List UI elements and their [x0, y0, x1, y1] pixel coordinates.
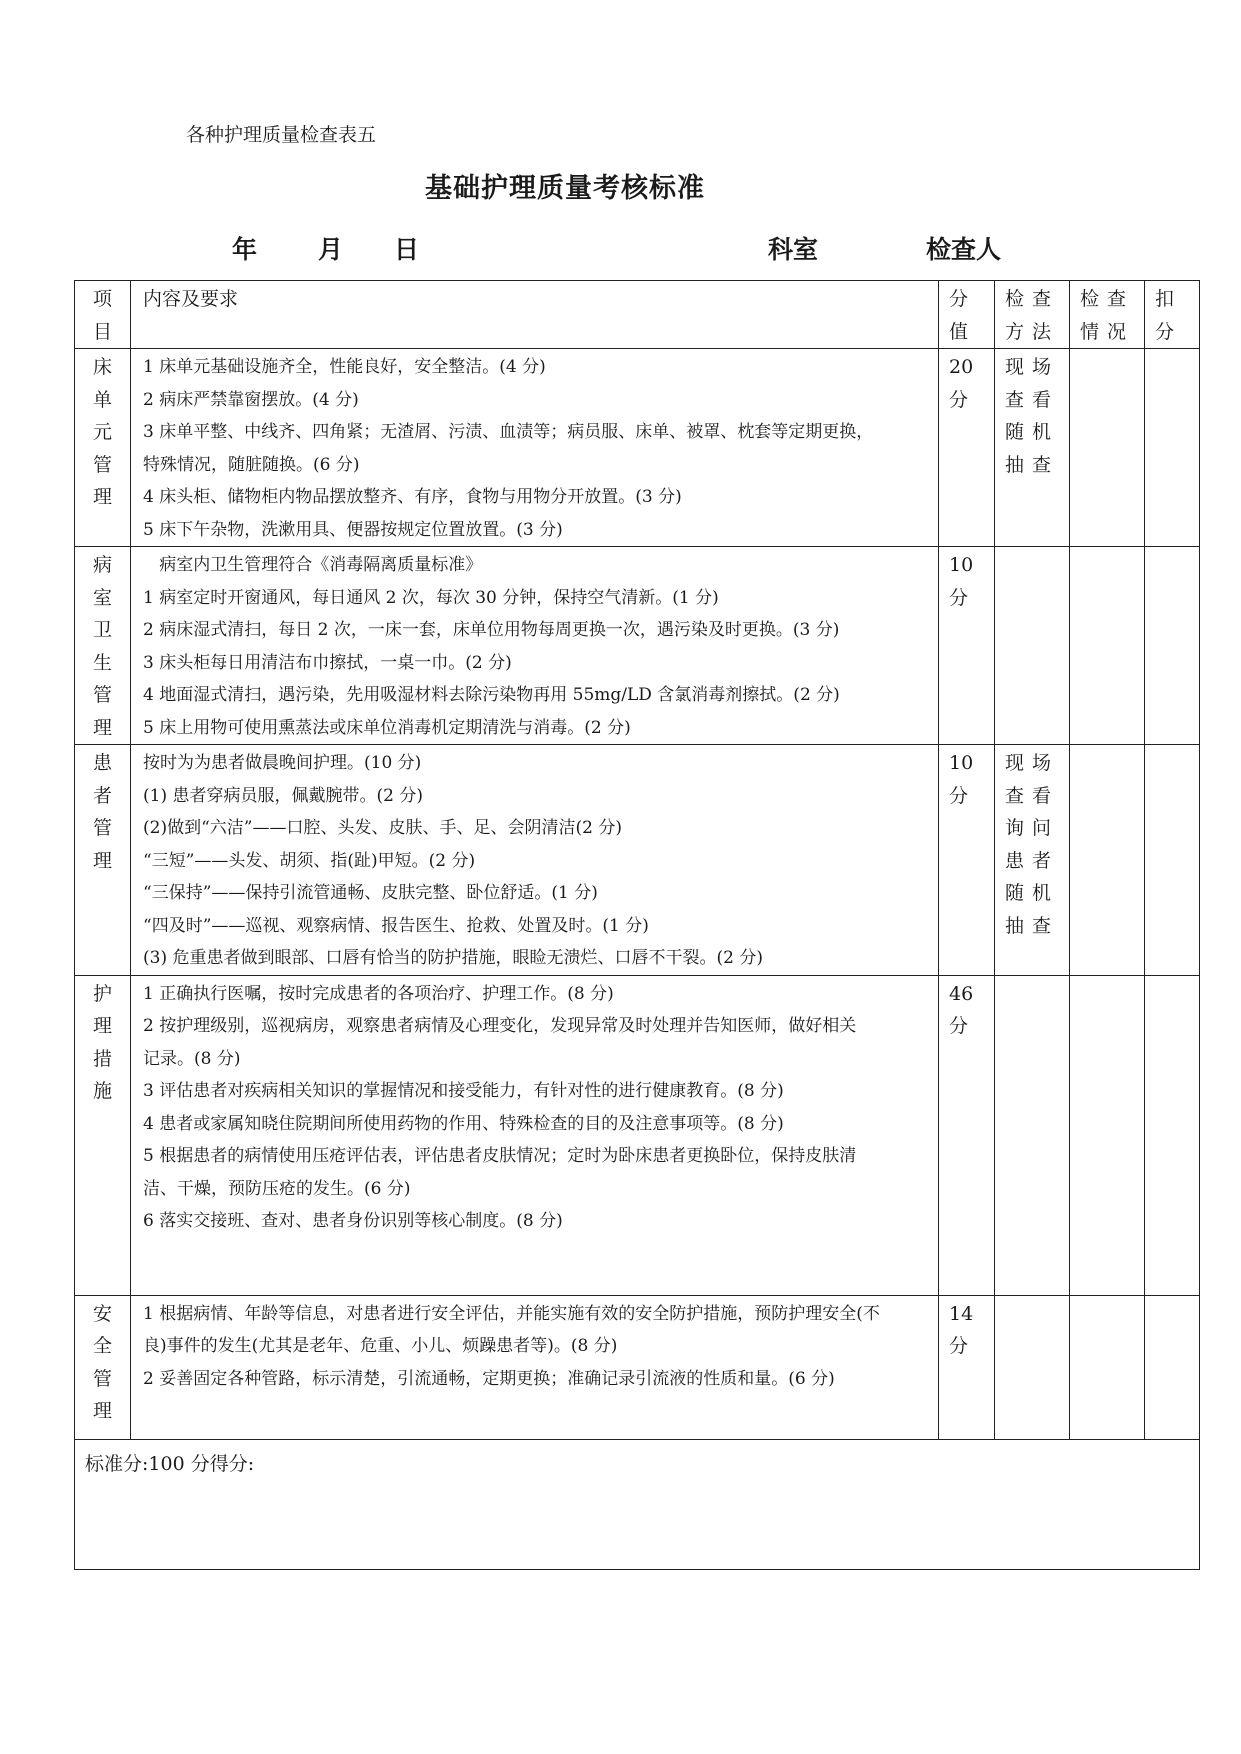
table-footer-row [75, 1439, 1200, 1569]
header-status: 检查 情况 [1070, 281, 1145, 349]
section-item: 患 者 管 理 [75, 745, 131, 976]
date-month-label: 月 [318, 235, 344, 264]
header-score: 分 值 [939, 281, 995, 349]
section-method [995, 975, 1070, 1295]
department-label: 科室 [768, 235, 819, 264]
section-status-cell[interactable] [1070, 1295, 1145, 1439]
section-status-cell[interactable] [1070, 975, 1145, 1295]
section-status-cell[interactable] [1070, 547, 1145, 745]
section-method [995, 547, 1070, 745]
date-day-label: 日 [394, 235, 420, 264]
section-score: 14 分 [939, 1295, 995, 1439]
header-content: 内容及要求 [131, 281, 939, 349]
table-row [75, 1295, 1200, 1439]
table-row [75, 349, 1200, 547]
section-method [995, 1295, 1070, 1439]
assessment-table [74, 280, 1200, 1570]
section-score: 20 分 [939, 349, 995, 547]
section-score: 46 分 [939, 975, 995, 1295]
section-item: 护 理 措 施 [75, 975, 131, 1295]
section-score: 10 分 [939, 745, 995, 976]
total-score-cell[interactable] [75, 1439, 1200, 1569]
section-method: 现场 查看 询问 患者 随机 抽查 [995, 745, 1070, 976]
section-item: 病 室 卫 生 管 理 [75, 547, 131, 745]
total-score-label: 标准分:100 分得分: [85, 1452, 255, 1475]
date-year-label: 年 [232, 235, 258, 264]
section-deduct-cell[interactable] [1145, 1295, 1200, 1439]
header-deduct: 扣 分 [1145, 281, 1200, 349]
section-content: 1 正确执行医嘱，按时完成患者的各项治疗、护理工作。(8 分) 2 按护理级别，巡视病房，观察患者病情及心理变化，发现异常及时处理并告知医师，做好相关 记录。(8 分) 3 评估患者对疾病相关知识的掌握情况和接受能力，有针对性的进行健康教育。(8 分) 4 患者或家属知晓住院期间所使用药物的作用、特殊检查的目的及注意事项等。(8 分) 5 根据患者的病情使用压疮评估表，评估患者皮肤情况；定时为卧床患者更换卧位，保持皮肤清 洁、干燥，预防压疮的发生。(6 分) 6 落实交接班、查对、患者身份识别等核心制度。(8 分) [131, 975, 939, 1295]
section-item: 安 全 管 理 [75, 1295, 131, 1439]
table-header-row [75, 281, 1200, 349]
section-status-cell[interactable] [1070, 745, 1145, 976]
section-deduct-cell[interactable] [1145, 745, 1200, 976]
section-deduct-cell[interactable] [1145, 349, 1200, 547]
table-row [75, 547, 1200, 745]
form-subtitle: 各种护理质量检查表五 [186, 124, 377, 146]
inspector-label: 检查人 [926, 235, 1002, 264]
header-method: 检查 方法 [995, 281, 1070, 349]
section-status-cell[interactable] [1070, 349, 1145, 547]
section-deduct-cell[interactable] [1145, 547, 1200, 745]
table-row [75, 745, 1200, 976]
section-score: 10 分 [939, 547, 995, 745]
section-content: 病室内卫生管理符合《消毒隔离质量标准》 1 病室定时开窗通风，每日通风 2 次，每次 30 分钟，保持空气清新。(1 分) 2 病床湿式清扫，每日 2 次，一床一套，床单位用物每周更换一次，遇污染及时更换。(3 分) 3 床头柜每日用清洁布巾擦拭，一桌一巾。(2 分) 4 地面湿式清扫，遇污染，先用吸湿材料去除污染物再用 55mg/LD 含氯消毒剂擦拭。(2 分) 5 床上用物可使用熏蒸法或床单位消毒机定期清洗与消毒。(2 分) [131, 547, 939, 745]
section-content: 1 根据病情、年龄等信息，对患者进行安全评估，并能实施有效的安全防护措施，预防护理安全(不 良)事件的发生(尤其是老年、危重、小儿、烦躁患者等)。(8 分) 2 妥善固定各种管路，标示清楚，引流通畅，定期更换；准确记录引流液的性质和量。(6 分) [131, 1295, 939, 1439]
header-item: 项 目 [75, 281, 131, 349]
section-deduct-cell[interactable] [1145, 975, 1200, 1295]
section-content: 1 床单元基础设施齐全，性能良好，安全整洁。(4 分) 2 病床严禁靠窗摆放。(4 分) 3 床单平整、中线齐、四角紧；无渣屑、污渍、血渍等；病员服、床单、被罩、枕套等定期更换， 特殊情况，随脏随换。(6 分) 4 床头柜、储物柜内物品摆放整齐、有序，食物与用物分开放置。(3 分) 5 床下午杂物，洗漱用具、便器按规定位置放置。(3 分) [131, 349, 939, 547]
page-title: 基础护理质量考核标准 [425, 173, 705, 204]
section-item: 床 单 元 管 理 [75, 349, 131, 547]
section-content: 按时为为患者做晨晚间护理。(10 分) (1) 患者穿病员服，佩戴腕带。(2 分) (2)做到“六洁”——口腔、头发、皮肤、手、足、会阴清洁(2 分) “三短”——头发、胡须、指(趾)甲短。(2 分) “三保持”——保持引流管通畅、皮肤完整、卧位舒适。(1 分) “四及时”——巡视、观察病情、报告医生、抢救、处置及时。(1 分) (3) 危重患者做到眼部、口唇有恰当的防护措施，眼睑无溃烂、口唇不干裂。(2 分) [131, 745, 939, 976]
section-method: 现场 查看 随机 抽查 [995, 349, 1070, 547]
table-row [75, 975, 1200, 1295]
